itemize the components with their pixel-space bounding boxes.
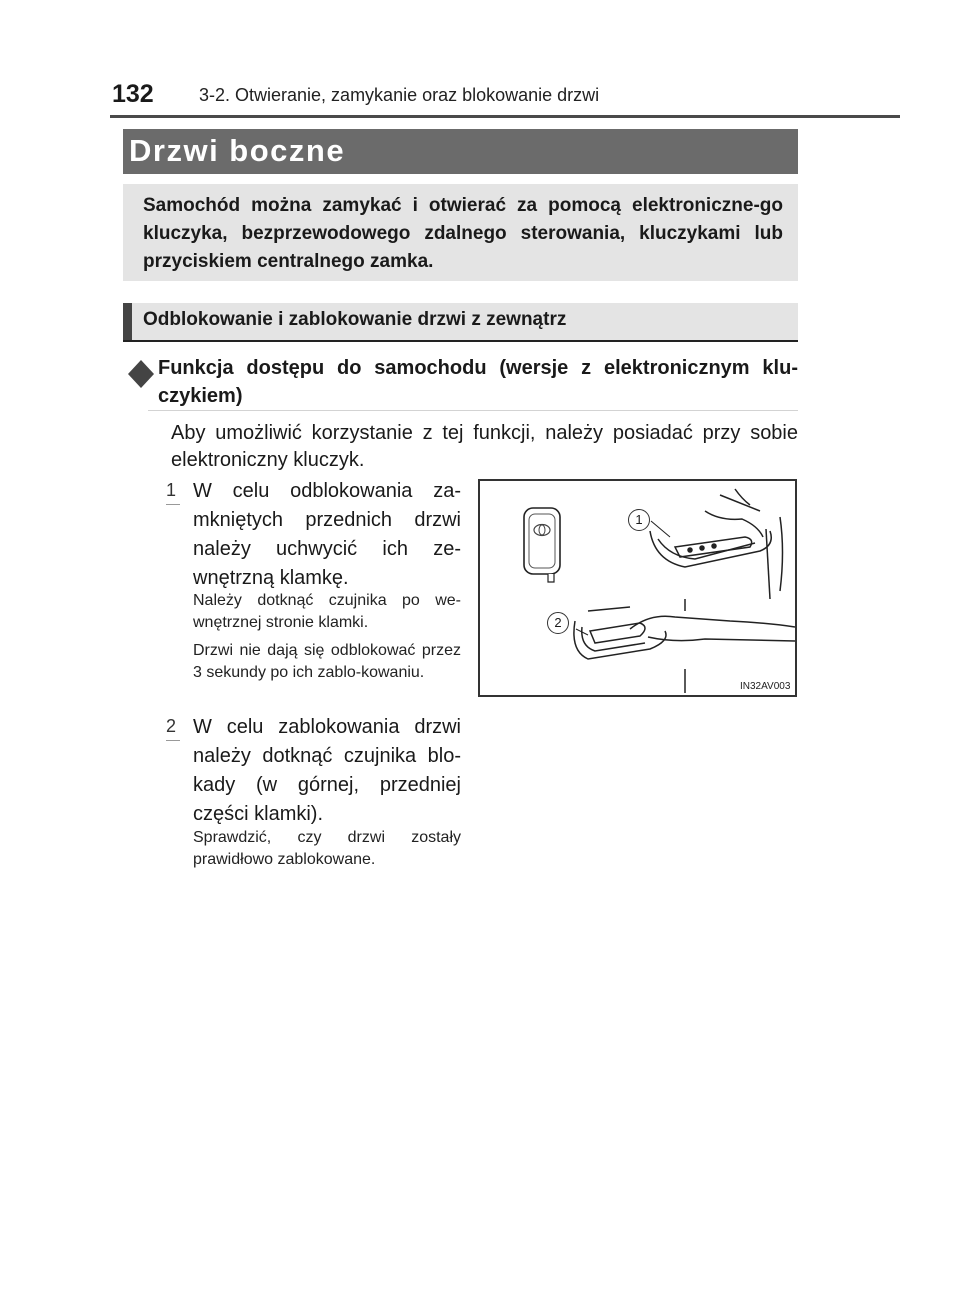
handle-lock-illustration xyxy=(574,599,795,693)
feature-divider xyxy=(148,410,798,411)
body-text: Aby umożliwić korzystanie z tej funkcji, należy posiadać przy sobie elektroniczny kluczyk. xyxy=(171,422,798,471)
step-2-note-1: Sprawdzić, czy drzwi zostały prawidłowo zablokowane. xyxy=(193,829,461,868)
step-number-2: 2 xyxy=(166,716,180,741)
subsection-divider xyxy=(123,340,798,342)
subsection-title: Odblokowanie i zablokowanie drzwi z zewnątrz xyxy=(143,309,567,330)
intro-text: Samochód można zamykać i otwierać za pomocą elektroniczne-go kluczyka, bezprzewodowego zdalnego sterowania, kluczykami lub przyciskiem centralnego zamka. xyxy=(143,195,783,272)
step-1-text: W celu odblokowania za-mkniętych przednich drzwi należy uchwycić ich ze-wnętrzną klamkę. xyxy=(193,480,461,589)
step-number-1: 1 xyxy=(166,480,180,505)
step-2-text: W celu zablokowania drzwi należy dotknąć czujnika blo-kady (w górnej, przedniej części klamki). xyxy=(193,716,461,825)
smart-key-icon xyxy=(524,508,560,582)
page-number: 132 xyxy=(112,80,154,108)
page-title: Drzwi boczne xyxy=(129,133,346,168)
header-divider xyxy=(110,115,900,118)
diamond-bullet-icon xyxy=(126,359,156,389)
figure-callout-2: 2 xyxy=(547,612,569,634)
figure-code: IN32AV003 xyxy=(740,681,791,692)
figure-callout-1: 1 xyxy=(628,509,650,531)
section-heading: 3-2. Otwieranie, zamykanie oraz blokowanie drzwi xyxy=(199,85,600,105)
handle-grip-illustration xyxy=(650,489,783,599)
feature-title: Funkcja dostępu do samochodu (wersje z elektronicznym klu-czykiem) xyxy=(158,357,798,407)
step-1-note-1: Należy dotknąć czujnika po we-wnętrznej stronie klamki. xyxy=(193,592,461,631)
callout-leader-1 xyxy=(651,521,670,537)
step-1-note-2: Drzwi nie dają się odblokować przez 3 sekundy po ich zablo-kowaniu. xyxy=(193,642,461,681)
